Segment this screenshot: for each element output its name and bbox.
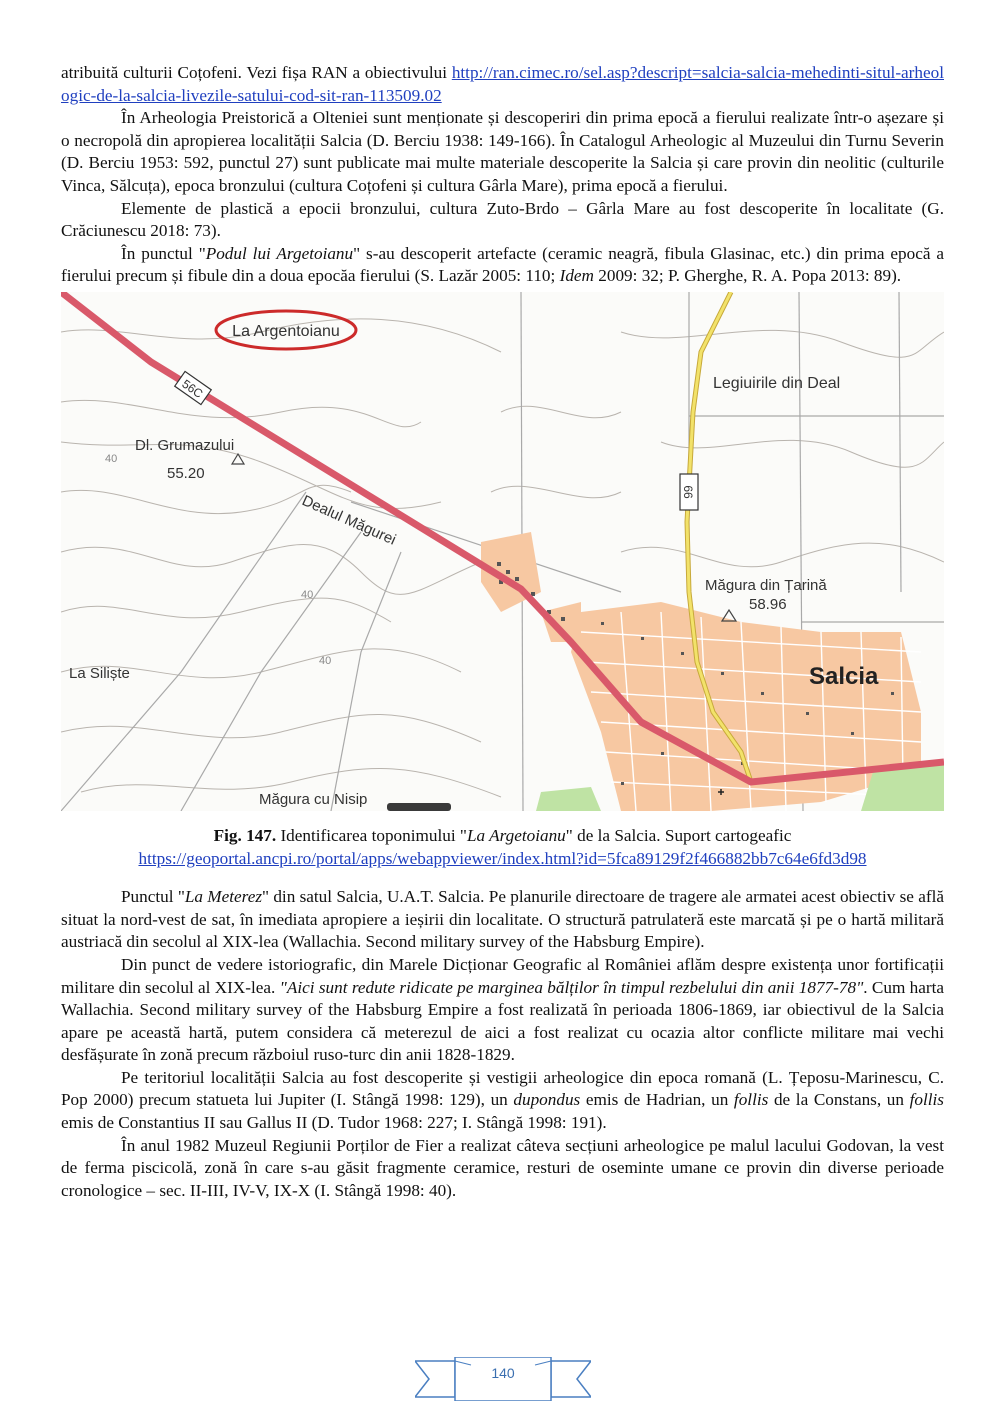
figure-number: Fig. 147.	[213, 825, 277, 845]
p7-e: de la Constans, un	[768, 1090, 910, 1110]
p4-a: În punctul "	[121, 243, 206, 263]
p4-toponym: Podul lui Argetoianu	[205, 243, 354, 263]
page-number: 140	[491, 1365, 515, 1381]
label-grumazului: Dl. Grumazului	[135, 436, 235, 454]
page-footer	[415, 1357, 591, 1401]
caption-text-2: " de la Salcia. Suport cartogeafic	[565, 825, 792, 845]
map-figure	[61, 292, 944, 811]
paragraph-8: În anul 1982 Muzeul Regiunii Porților de Fier a realizat câteva secțiuni arheologice pe malul lacului Godovan, la vest de ferma piscicolă, zonă în care s-au găsit fragmente ceramice, resturi de oseminte umane ce provin din diverse perioade cronologice – sec. II-III, IV-V, IX-X (I. Stângă 1998: 40).	[61, 1135, 944, 1200]
label-magura-alt: 58.96	[749, 595, 787, 613]
p6-quote: "Aici sunt redute ridicate pe marginea bălților în timpul rezbelului din anii 1877-78"	[279, 977, 864, 997]
p4-e: 2009: 32; P. Gherghe, R. A. Popa 2013: 89).	[593, 266, 902, 286]
paragraph-7	[61, 1067, 944, 1135]
p7-a: Pe teritoriul localității Salcia au fost descoperite și vestigii arheologice din epoca romană (L. Țeposu-Marinescu, C. Pop 2000) precum statueta lui Jupiter (I. Stângă 1998: 129), un	[61, 1067, 944, 1110]
paragraph-5	[61, 886, 944, 954]
paragraph-6	[61, 954, 944, 1067]
paragraph-2: În Arheologia Preistorică a Olteniei sunt menționate și descoperiri din prima epocă a fierului realizate într-o așezare și o necropolă din apropierea localității Salcia (D. Berciu 1938: 149-166). În Catalogul Arheologic al Muzeului din Turnu Severin (D. Berciu 1953: 592, punctul 27) sunt publicate mai multe materiale descoperite la Salcia și care provin din neolitic (culturile Vinca, Sălcuța), epoca bronzului (cultura Coțofeni și cultura Gârla Mare), prima epocă a fierului.	[61, 108, 944, 195]
road-56c-label: 56C	[179, 376, 206, 401]
p6-a: Din punct de vedere istoriografic, din Marele Dicționar Geografic al României aflăm despre existența unor fortificații militare din secolul al XIX-lea.	[61, 954, 944, 997]
label-magura-cu-nisip: Măgura cu Nisip	[259, 790, 368, 808]
p7-follis-2: follis	[909, 1090, 944, 1110]
label-la-argentoianu: La Argentoianu	[232, 322, 340, 340]
p4-c: " s-au descoperit artefacte (ceramic neagră, fibula Glasinac, etc.) din prima epocă a fierului precum și fibule din a doua epocăa fierului (S. Lazăr 2005: 110;	[61, 243, 944, 286]
label-magura-din-tarina: Măgura din Țarină	[705, 576, 827, 594]
p5-c: " din satul Salcia, U.A.T. Salcia. Pe planurile directoare de tragere ale armatei acest obiectiv se află situat la nord-vest de sat, în imediata apropiere a ieșirii din localitate. O structură patrulateră este marcată și pe o hartă militară austriacă din secolul al XIX-lea (Wallachia. Second military survey of the Habsburg Empire).	[61, 887, 944, 952]
p7-follis-1: follis	[733, 1090, 769, 1110]
label-grumazului-alt: 55.20	[167, 464, 205, 482]
p4-idem: Idem	[559, 266, 594, 286]
road-66-label: 66	[681, 485, 695, 499]
p5-toponym: La Meterez	[184, 887, 263, 907]
road-66-shield	[680, 474, 698, 510]
paragraph-1-text: atribuită culturii Coțofeni. Vezi fișa RAN a obiectivului	[61, 63, 452, 82]
p5-a: Punctul "	[121, 887, 185, 907]
paragraph-1	[61, 62, 944, 107]
caption-toponym: La Argetoianu	[466, 825, 566, 845]
contour-label-1: 40	[105, 452, 118, 465]
geoportal-link[interactable]: https://geoportal.ancpi.ro/portal/apps/webappviewer/index.html?id=5fca89129f2f466882bb7c64e6fd3d98	[138, 848, 867, 868]
label-la-siliste: La Siliște	[69, 664, 130, 682]
p7-g: emis de Constantius II sau Gallus II (D. Tudor 1968: 227; I. Stângă 1998: 191).	[61, 1113, 607, 1133]
paragraph-4	[61, 243, 944, 288]
p6-c: . Cum harta Wallachia. Second military survey of the Habsburg Empire a fost realizată în perioada 1806-1869, iar obiectivul de la Salcia apare pe această hartă, putem considera că meterezul de aici a fost realizat cu ocazia altor conflicte militare mai vechi desfășurate în zonă precum războiul ruso-turc din anii 1828-1829.	[61, 977, 944, 1065]
ran-link[interactable]: http://ran.cimec.ro/sel.asp?descript=salcia-salcia-mehedinti-situl-arheologic-de-la-salcia-livezile-satului-cod-sit-ran-113509.02	[61, 63, 944, 105]
label-legiuirile-din-deal: Legiuirile din Deal	[713, 374, 841, 392]
caption-text-1: Identificarea toponimului "	[276, 825, 467, 845]
contour-label-3: 40	[319, 654, 332, 667]
figure-caption	[61, 825, 944, 870]
paragraph-3: Elemente de plastică a epocii bronzului, cultura Zuto-Brdo – Gârla Mare au fost descoperite în localitate (G. Crăciunescu 2018: 73).	[61, 198, 944, 241]
p7-dupondus: dupondus	[513, 1090, 581, 1110]
contour-label-2: 40	[301, 588, 314, 601]
map-toggle-handle[interactable]	[387, 803, 451, 811]
label-dealul-magurei: Dealul Măgurei	[299, 492, 399, 549]
map-svg	[61, 292, 944, 811]
p7-c: emis de Hadrian, un	[580, 1090, 734, 1110]
label-salcia: Salcia	[809, 662, 879, 690]
page-content	[61, 62, 944, 1202]
